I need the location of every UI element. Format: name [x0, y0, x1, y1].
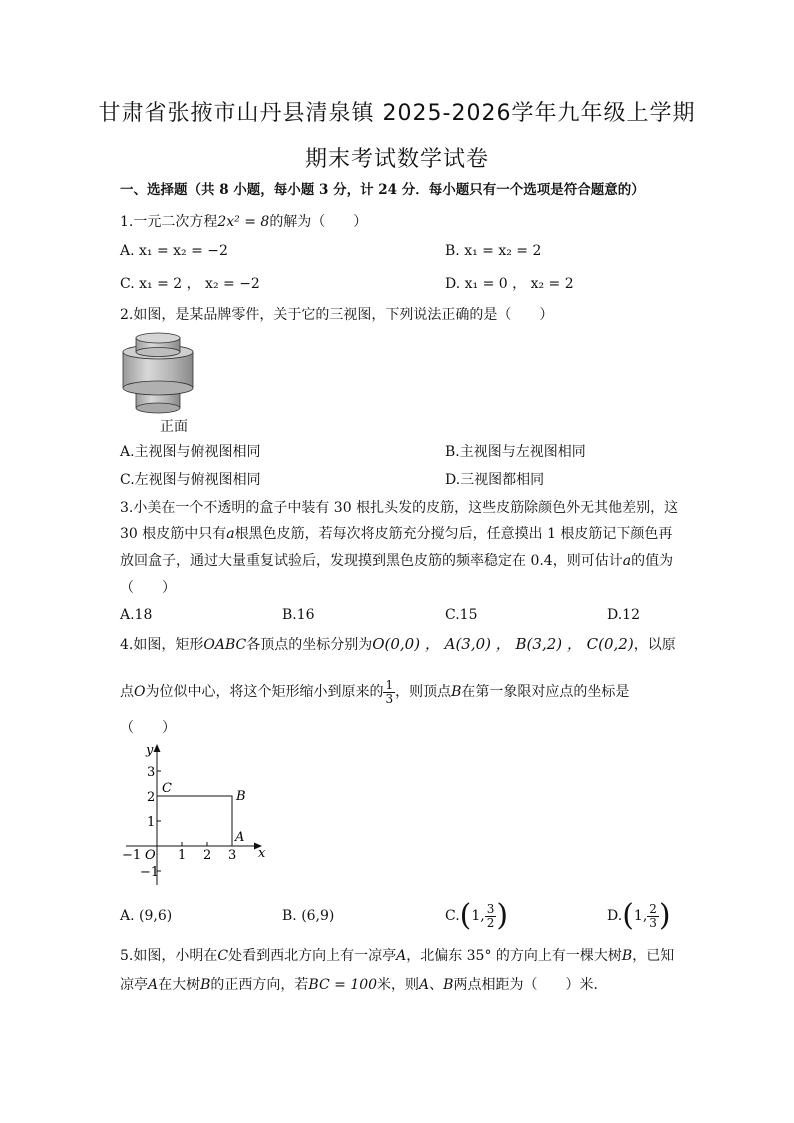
q5-point-c: C: [217, 948, 229, 964]
q4-option-c-prefix: C.: [445, 908, 460, 924]
q4-line2-a: 点: [120, 684, 134, 700]
q5-line2-d: 米，则: [377, 977, 420, 993]
q5-line2-f: 两点相距为（ ）米．: [453, 977, 608, 993]
q5-line2-e: 、: [429, 977, 444, 993]
q5-line2-b: 在大树: [158, 977, 201, 993]
q1-option-b: B. x₁ = x₂ = 2: [445, 243, 542, 259]
q3-line3: [120, 551, 673, 571]
q1-option-d: D. x₁ = 0 ， x₂ = 2: [445, 276, 574, 292]
q3-var-a2: a: [622, 553, 632, 569]
q3-line2-b: 根黑色皮筋，若每次将皮筋充分搅匀后，任意摸出 1 根皮筋记下颜色再: [234, 526, 673, 542]
x-tick-2: 2: [203, 848, 212, 863]
y-tick-neg1: −1: [140, 865, 160, 880]
q1-stem-end: 的解为（ ）: [269, 214, 368, 230]
q4-coords: O(0,0) ， A(3,0) ， B(3,2) ， C(0,2): [372, 635, 634, 653]
q3-line2: [120, 524, 672, 544]
q3-line1: 3.小美在一个不透明的盒子中装有 30 根扎头发的皮筋，这些皮筋除颜色外无其他差别，这: [120, 500, 679, 516]
q4-option-d-prefix: D.: [607, 908, 623, 924]
q4-option-c-frac: [485, 903, 497, 930]
q5-line1-b: 处看到西北方向上有一凉亭: [228, 948, 397, 964]
point-b-label: B: [236, 789, 246, 804]
q1-equation: 2x² = 8: [217, 214, 270, 230]
q4-c-num: 3: [486, 901, 495, 916]
q4-line2-d: 在第一象限对应点的坐标是: [461, 684, 630, 700]
q4-point-b: B: [451, 684, 462, 700]
q5-point-b: B: [621, 948, 633, 964]
q2-option-c: C.左视图与俯视图相同: [120, 472, 261, 488]
exam-title-line2: 期末考试数学试卷: [304, 147, 489, 172]
y-axis-arrow: [154, 744, 161, 752]
q4-option-b: B. (6,9): [282, 908, 335, 924]
q5-line1-d: ，北偏东 35° 的方向上有一棵大树: [406, 948, 622, 964]
section-heading: 一、选择题（共 8 小题，每小题 3 分，计 24 分．每小题只有一个选项是符合题意的）: [120, 182, 645, 198]
q2-option-a: A.主视图与俯视图相同: [120, 444, 261, 460]
q4-line2: [120, 678, 629, 706]
q3-option-a: A.18: [120, 607, 153, 623]
q5-line2: [120, 975, 607, 995]
q5-line1-a: 5.如图，小明在: [120, 948, 218, 964]
q4-option-d-a: 1,: [633, 908, 648, 924]
q4-rect-name: OABC: [203, 637, 247, 653]
exam-title-line1: 甘肃省张掖市山丹县清泉镇 2025-2026学年九年级上学期: [98, 101, 696, 126]
q4-line2-b: 为位似中心，将这个矩形缩小到原来的: [145, 684, 384, 700]
origin-label: O: [145, 848, 156, 863]
q4-fraction: [383, 679, 395, 706]
q5-point-a: A: [396, 948, 407, 964]
q4-option-d-frac: [647, 903, 659, 930]
y-tick-2: 2: [147, 790, 156, 805]
q3-option-d: D.12: [607, 607, 640, 623]
q4-d-den: 3: [649, 915, 657, 930]
y-tick-3: 3: [147, 765, 156, 780]
x-tick-3: 3: [228, 848, 237, 863]
q2-option-b: B.主视图与左视图相同: [445, 444, 586, 460]
q3-line4: （ ）: [120, 580, 176, 596]
q4-line1-b: 各顶点的坐标分别为: [246, 637, 373, 653]
q4-line3: （ ）: [120, 720, 176, 736]
q5-line1: [120, 946, 674, 966]
q4-option-c: C.(1, $\frac{3}{2}$ ): [445, 898, 509, 933]
q4-d-num: 2: [649, 901, 657, 916]
q4-origin: O: [134, 684, 146, 700]
q3-option-b: B.16: [282, 607, 315, 623]
cylinder-part-figure: [118, 330, 198, 416]
q5-equation: BC = 100: [308, 977, 378, 993]
q5-line2-point-a2: A: [419, 977, 430, 993]
q1-option-a: A. x₁ = x₂ = −2: [120, 243, 228, 259]
point-a-label: A: [235, 830, 245, 845]
q5-line2-a: 凉亭: [120, 977, 148, 993]
q2-stem: 2.如图，是某品牌零件，关于它的三视图，下列说法正确的是（ ）: [120, 307, 554, 323]
x-tick-1: 1: [178, 848, 187, 863]
q1-option-c: C. x₁ = 2 ， x₂ = −2: [120, 276, 260, 292]
rectangle-oabc: [157, 796, 232, 846]
point-c-label: C: [162, 781, 172, 796]
y-axis-label: y: [146, 743, 154, 758]
q4-option-c-a: 1,: [471, 908, 485, 924]
q4-line1: [120, 634, 676, 655]
x-axis-label: x: [258, 846, 266, 861]
q4-line1-a: 4.如图，矩形: [120, 637, 204, 653]
q3-line2-a: 30 根皮筋中只有: [120, 526, 227, 542]
q4-option-d: D.(1, $\frac{2}{3}$ ): [607, 898, 671, 933]
q4-frac-num: 1: [385, 677, 394, 692]
x-tick-neg1: −1: [122, 848, 142, 863]
q1-stem: [120, 212, 367, 232]
q3-option-c: C.15: [445, 607, 478, 623]
q5-line2-c: 的正西方向，若: [210, 977, 309, 993]
q5-line2-point-b: B: [200, 977, 211, 993]
q5-line1-e: ，已知: [632, 948, 675, 964]
q2-figure-caption: 正面: [160, 419, 188, 435]
q2-option-d: D.三视图都相同: [445, 472, 545, 488]
q4-c-den: 2: [486, 915, 495, 930]
y-tick-1: 1: [147, 815, 156, 830]
q5-line2-point-a: A: [148, 977, 159, 993]
q4-line2-c: ，则顶点: [395, 684, 452, 700]
q1-stem-text: 1.一元二次方程: [120, 214, 218, 230]
q4-frac-den: 3: [385, 691, 394, 706]
q3-var-a: a: [226, 526, 235, 542]
q5-line2-point-b2: B: [443, 977, 454, 993]
coordinate-graph: [118, 740, 268, 890]
q4-option-a: A. (9,6): [120, 908, 173, 924]
q4-line1-c: ，以原: [633, 637, 676, 653]
q3-line3-a: 放回盒子，通过大量重复试验后，发现摸到黑色皮筋的频率稳定在 0.4，则可估计: [120, 553, 623, 569]
q3-line3-b: 的值为: [631, 553, 674, 569]
